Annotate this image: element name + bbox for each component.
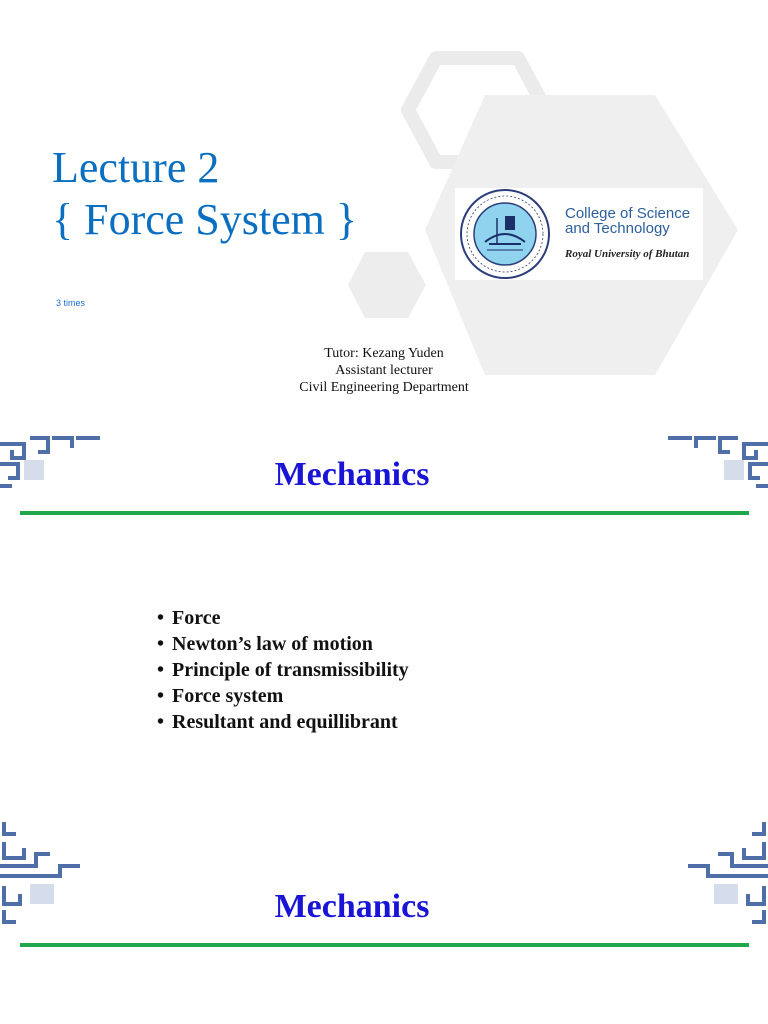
lecture-title bbox=[52, 142, 357, 246]
list-item: • Resultant and equillibrant bbox=[157, 709, 409, 735]
mechanics-slide-2 bbox=[0, 810, 768, 1024]
title-underline bbox=[20, 943, 749, 947]
college-name-line1: College of Science bbox=[565, 205, 691, 222]
title-slide bbox=[0, 0, 768, 415]
tutor-department: Civil Engineering Department bbox=[299, 380, 469, 395]
college-name bbox=[565, 206, 690, 236]
college-seal-icon bbox=[457, 188, 557, 280]
tutor-position: Assistant lecturer bbox=[335, 363, 433, 378]
lecture-number: Lecture 2 bbox=[52, 143, 220, 192]
title-underline bbox=[20, 511, 749, 515]
college-name-line2: and Technology bbox=[565, 220, 670, 237]
slide-title: Mechanics bbox=[274, 456, 430, 493]
list-item: • Principle of transmissibility bbox=[157, 657, 409, 683]
tutor-info bbox=[234, 345, 534, 396]
mechanics-slide bbox=[0, 430, 768, 800]
college-logo bbox=[455, 188, 703, 280]
lecture-topic: { Force System } bbox=[52, 195, 357, 244]
slide-title: Mechanics bbox=[274, 888, 430, 925]
tutor-name: Tutor: Kezang Yuden bbox=[324, 346, 444, 361]
university-name: Royal University of Bhutan bbox=[565, 248, 690, 260]
list-item: • Force system bbox=[157, 683, 409, 709]
list-item: • Newton’s law of motion bbox=[157, 631, 409, 657]
topic-list bbox=[157, 605, 409, 735]
note-text: 3 times bbox=[56, 298, 86, 308]
list-item: • Force bbox=[157, 605, 409, 631]
small-hexagon bbox=[348, 252, 426, 318]
